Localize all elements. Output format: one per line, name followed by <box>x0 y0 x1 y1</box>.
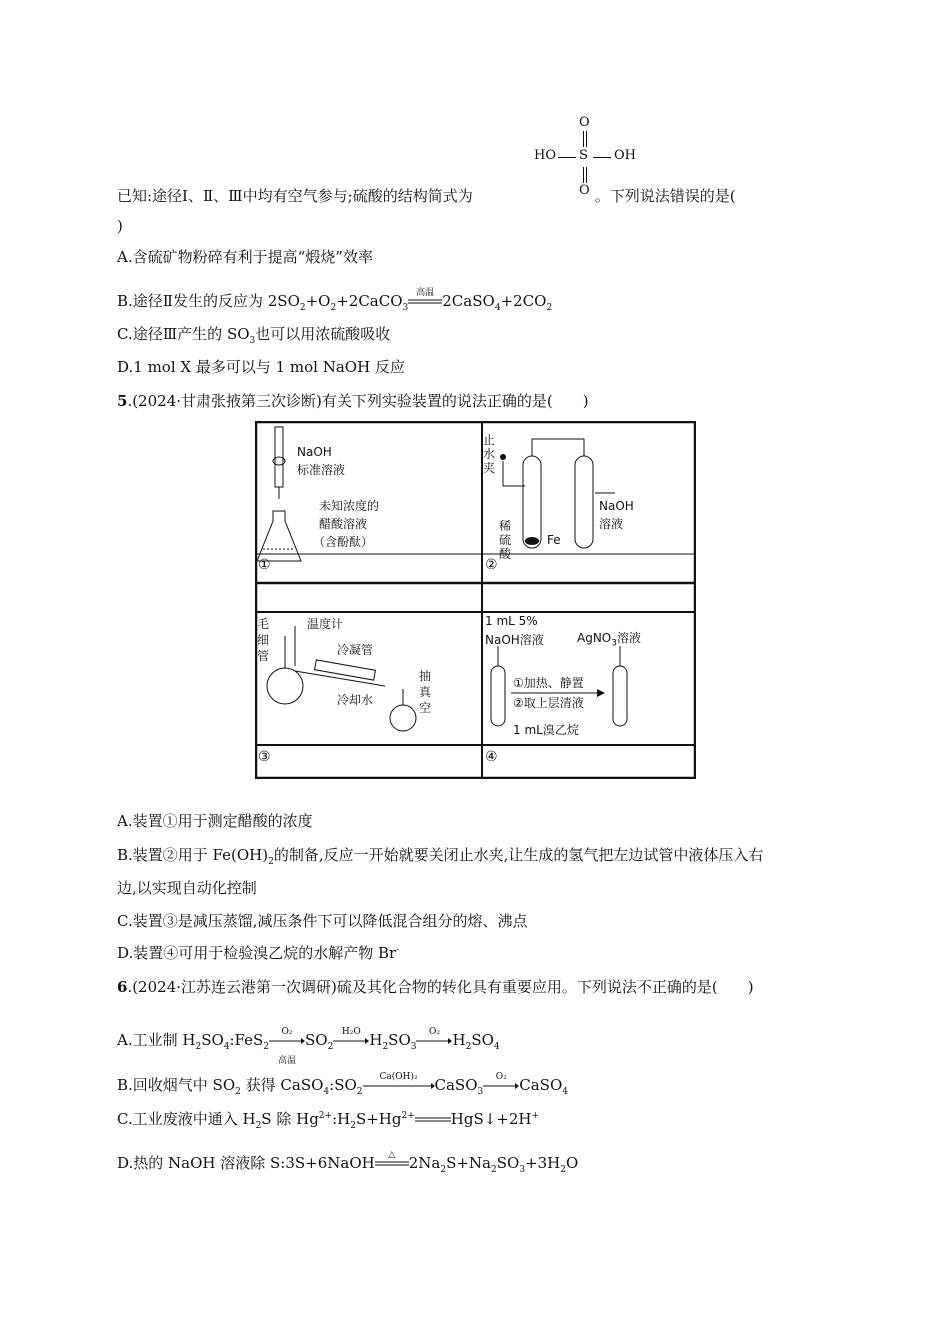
cell-3-number: ③ <box>258 749 271 765</box>
q6-option-d: D.热的 NaOH 溶液除 S:3S+6NaOH △ $2Na_2S+Na_2SO_3+3H_2O$ <box>117 1150 579 1175</box>
p1-naoh: NaOH <box>297 445 332 459</box>
p2-acid-2: 硫 <box>499 533 512 547</box>
p2-naoh: NaOH <box>599 499 634 513</box>
p3-capillary-2: 细 <box>257 633 270 647</box>
q5-option-b-cont: 边,以实现自动化控制 <box>117 879 257 897</box>
q4-stem: 已知:途径Ⅰ、Ⅱ、Ⅲ中均有空气参与;硫酸的结构简式为 。下列说法错误的是( <box>117 187 736 205</box>
p4-volume: 1 mL 5% <box>485 614 538 628</box>
p1-unknown: 未知浓度的 <box>319 499 380 513</box>
q6-option-a: A.工业制 $H_2SO_4:FeS_2$ O₂ 高温 $SO_2$ H₂O $H_2SO_3$ O₂ $H_2SO_4$ <box>117 1027 500 1066</box>
struct-o-bottom: O <box>579 183 590 198</box>
p3-vacuum-2: 真 <box>419 685 432 699</box>
struct-o-top: O <box>579 115 590 130</box>
p2-fe: Fe <box>547 533 561 547</box>
p1-standard: 标准溶液 <box>297 463 346 477</box>
q5-option-b: B.装置②用于 $Fe(OH)_2$的制备,反应一开始就要关闭止水夹,让生成的氢气把左边试管中液体压入右 <box>117 846 764 867</box>
q5-option-d: D.装置④可用于检验溴乙烷的水解产物 Br- <box>117 944 400 962</box>
p2-clamp-2: 水 <box>483 447 496 461</box>
struct-ho: HO <box>534 148 556 163</box>
p3-condenser: 冷凝管 <box>337 643 374 657</box>
struct-s: S <box>579 148 588 163</box>
p1-indicator: （含酚酞） <box>313 535 374 549</box>
p3-vacuum-1: 抽 <box>419 669 432 683</box>
cell-4-number: ④ <box>485 749 498 765</box>
q4-stem-close: ) <box>117 217 123 235</box>
cell-1-number: ① <box>258 557 271 573</box>
p4-step-1: ①加热、静置 <box>513 676 584 690</box>
p1-acetic: 醋酸溶液 <box>319 517 368 531</box>
cell-2-number: ② <box>485 557 498 573</box>
p3-vacuum-3: 空 <box>419 701 432 715</box>
q6-option-b: B.回收烟气中 $SO_2$ 获得 $CaSO_4:SO_2$ Ca(OH)₂ CaSO$_3$ O₂ CaSO$_4$ <box>117 1072 568 1097</box>
p3-cooling-water: 冷却水 <box>337 693 374 707</box>
p2-clamp-1: 止 <box>483 433 496 447</box>
p2-acid-1: 稀 <box>499 519 512 533</box>
q6-stem: 6.(2024·江苏连云港第一次调研)硫及其化合物的转化具有重要应用。下列说法不正确的是( ) <box>117 978 754 996</box>
p2-clamp-3: 夹 <box>483 461 496 475</box>
p3-capillary-3: 管 <box>257 649 270 663</box>
q4-option-c: C.途径Ⅲ产生的 $SO_3$也可以用浓硫酸吸收 <box>117 325 391 346</box>
p3-thermometer: 温度计 <box>307 617 344 631</box>
q6-option-c: C.工业废液中通入 $H_2S$ 除 $Hg^{2+}:H_2S+Hg^{2+}$ HgS↓+2H+ <box>117 1110 540 1131</box>
q5-stem: 5.(2024·甘肃张掖第三次诊断)有关下列实验装置的说法正确的是( ) <box>117 392 589 410</box>
q5-option-c: C.装置③是减压蒸馏,减压条件下可以降低混合组分的熔、沸点 <box>117 912 528 930</box>
p4-step-2: ②取上层清液 <box>513 696 584 710</box>
q4-option-a: A.含硫矿物粉碎有利于提高“煅烧”效率 <box>117 248 373 266</box>
p4-bromoethane: 1 mL溴乙烷 <box>513 723 579 737</box>
q5-option-a: A.装置①用于测定醋酸的浓度 <box>117 812 313 830</box>
p4-agno3: AgNO$_3$溶液 <box>577 631 641 649</box>
struct-oh: OH <box>614 148 636 163</box>
p2-acid-3: 酸 <box>499 547 512 561</box>
p3-capillary-1: 毛 <box>257 617 270 631</box>
p4-naoh: NaOH溶液 <box>485 633 544 647</box>
p2-solution: 溶液 <box>599 517 624 531</box>
q5-apparatus-figure <box>255 421 696 779</box>
q4-option-b: B.途径Ⅱ发生的反应为 $2SO_2+O_2+2CaCO_3$ 高温 $2CaSO_4+2CO_2$ <box>117 288 553 313</box>
q4-option-d: D.1 mol X 最多可以与 1 mol NaOH 反应 <box>117 358 405 376</box>
